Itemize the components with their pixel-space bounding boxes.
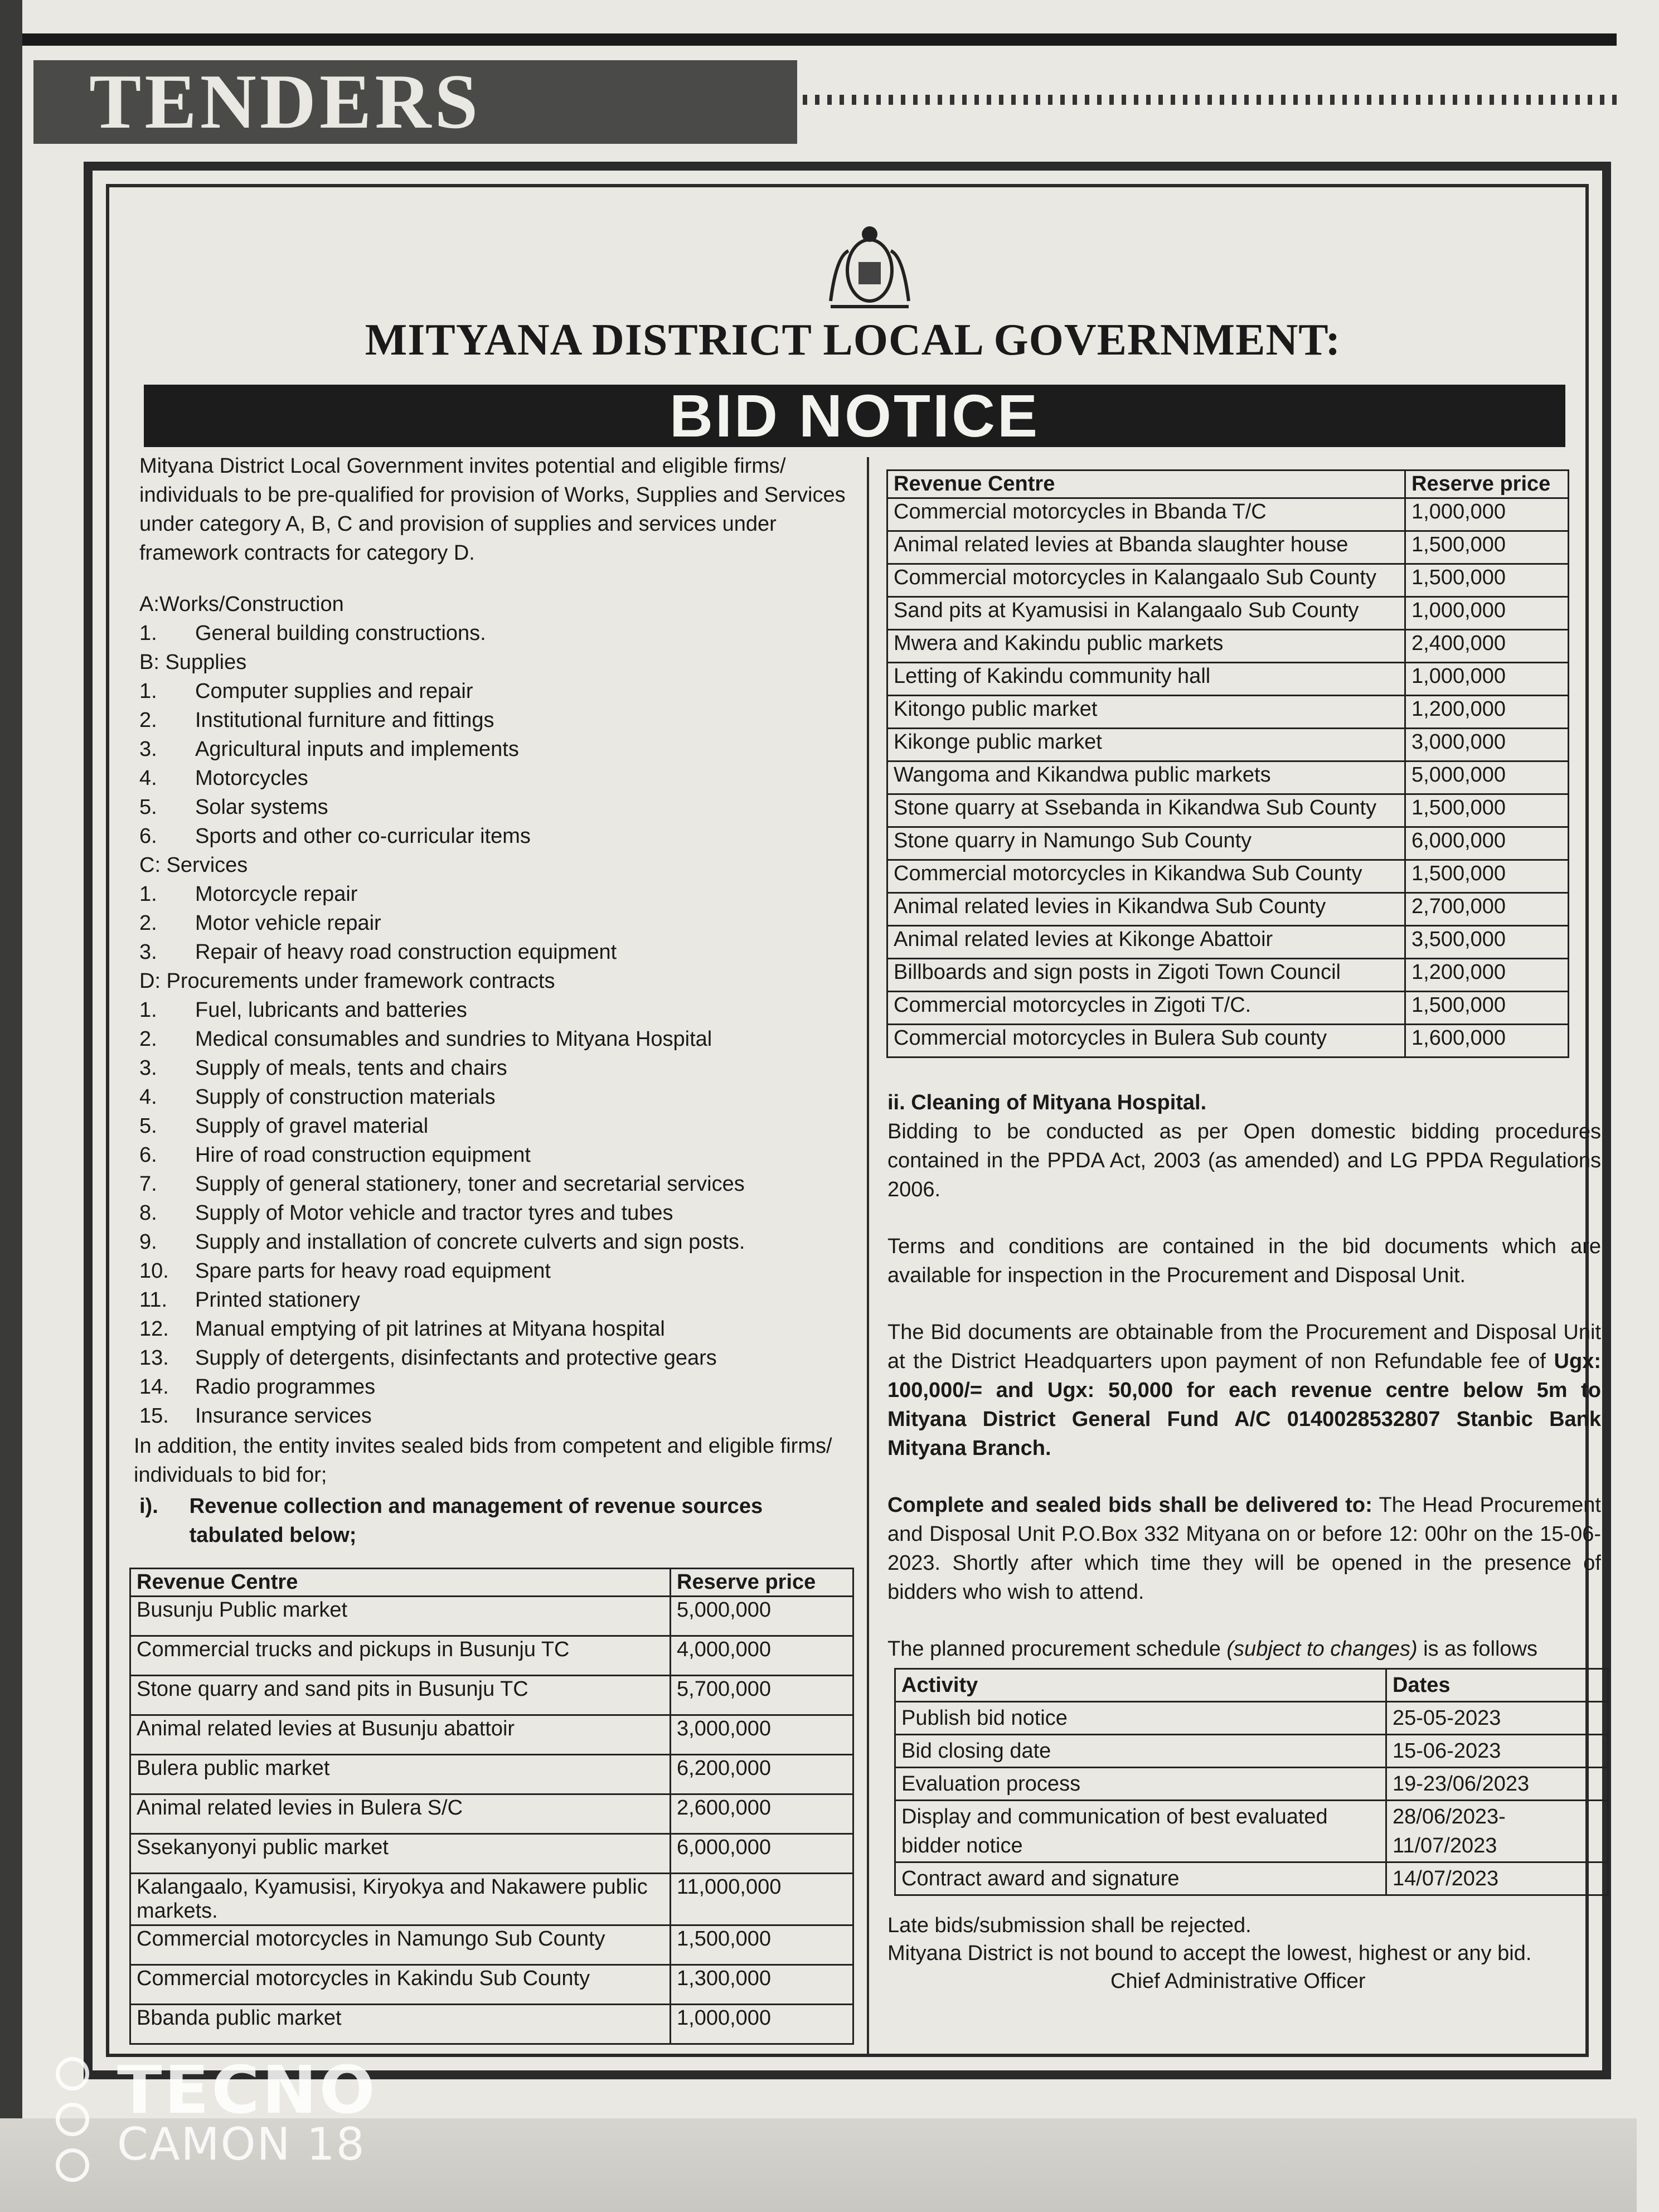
- table-row: [895, 1702, 1608, 1735]
- list-item: [134, 793, 858, 822]
- table-row: [887, 729, 1569, 761]
- activity-cell: Contract award and signature: [895, 1862, 1386, 1895]
- list-item: [134, 1054, 858, 1083]
- bid-notice-banner: BID NOTICE: [144, 385, 1565, 447]
- category-heading: A:Works/Construction: [139, 593, 344, 616]
- list-item-number: 2.: [139, 1027, 157, 1051]
- table-row: [130, 1597, 853, 1636]
- list-item-text: Institutional furniture and fittings: [195, 709, 494, 732]
- list-item-text: Radio programmes: [195, 1375, 376, 1399]
- reserve-price-cell: 1,500,000: [671, 1925, 853, 1965]
- activity-cell: Evaluation process: [895, 1768, 1386, 1801]
- table-row: [887, 959, 1569, 992]
- reserve-price-cell: 6,000,000: [671, 1834, 853, 1874]
- table-row: [130, 1925, 853, 1965]
- watermark-brand: TECNO: [117, 2051, 377, 2128]
- table-row: [895, 1768, 1608, 1801]
- table-row: [130, 2005, 853, 2044]
- table-header-row: [895, 1669, 1608, 1702]
- cleaning-heading: ii. Cleaning of Mityana Hospital.: [887, 1091, 1207, 1114]
- list-item: [134, 1343, 858, 1372]
- table-row: [887, 893, 1569, 926]
- schedule-intro: [887, 1634, 1601, 1663]
- column-divider: [867, 457, 869, 2057]
- table-row: [887, 564, 1569, 597]
- revenue-heading-text: Revenue collection and management of revenue sources tabulated below;: [189, 1495, 763, 1547]
- schedule-intro-start: The planned procurement schedule: [887, 1637, 1221, 1661]
- list-item-number: 6.: [139, 1143, 157, 1167]
- schedule-intro-end: is as follows: [1423, 1637, 1537, 1661]
- list-item-text: Medical consumables and sundries to Mityana Hospital: [195, 1027, 712, 1051]
- category-heading: C: Services: [139, 853, 248, 877]
- list-item-number: 13.: [139, 1346, 169, 1370]
- column-header-dates: Dates: [1386, 1669, 1608, 1702]
- documents-paragraph: [887, 1318, 1601, 1463]
- revenue-centre-cell: Sand pits at Kyamusisi in Kalangaalo Sub County: [887, 597, 1405, 630]
- list-item-number: 3.: [139, 940, 157, 964]
- delivery-text: The Head Procurement and Disposal Unit P.O.Box 332 Mityana on or before 12: 00hr on the 15-06-2023. Shortly after which time they will be opened in the presence of bidders who wish to attend.: [887, 1493, 1601, 1604]
- table-row: [887, 926, 1569, 959]
- table-row: [130, 1874, 853, 1925]
- revenue-centre-cell: Commercial motorcycles in Zigoti T/C.: [887, 992, 1405, 1025]
- delivery-lead: Complete and sealed bids shall be delivered to:: [887, 1493, 1372, 1517]
- list-item: [134, 822, 858, 851]
- list-item: [134, 1372, 858, 1401]
- terms-paragraph: Terms and conditions are contained in the bid documents which are available for inspection in the Procurement and Disposal Unit.: [887, 1235, 1601, 1287]
- revenue-centre-cell: Wangoma and Kikandwa public markets: [887, 761, 1405, 794]
- table-row: [130, 1755, 853, 1794]
- list-item-text: Computer supplies and repair: [195, 680, 473, 703]
- table-row: [887, 663, 1569, 696]
- revenue-centre-cell: Animal related levies at Kikonge Abattoir: [887, 926, 1405, 959]
- reserve-price-cell: 3,500,000: [1405, 926, 1569, 959]
- activity-cell: Display and communication of best evaluated bidder notice: [895, 1801, 1386, 1862]
- intro-paragraph: Mityana District Local Government invites potential and eligible firms/ individuals to be pre-qualified for provision of Works, Supplies and Services under category A, B, C and provision of supplies and services under framework contracts for category D.: [139, 454, 846, 565]
- revenue-heading-number: i).: [139, 1495, 158, 1518]
- list-item-text: Repair of heavy road construction equipment: [195, 940, 617, 964]
- list-item: [134, 1286, 858, 1314]
- list-item-number: 4.: [139, 767, 157, 790]
- reserve-price-cell: 1,600,000: [1405, 1025, 1569, 1058]
- revenue-centre-cell: Animal related levies at Bbanda slaughter house: [887, 531, 1405, 564]
- list-item-number: 1.: [139, 998, 157, 1022]
- reserve-price-cell: 11,000,000: [671, 1874, 853, 1925]
- reserve-price-cell: 1,000,000: [1405, 663, 1569, 696]
- reserve-price-cell: 4,000,000: [671, 1636, 853, 1676]
- list-item: [134, 677, 858, 706]
- list-item-text: Sports and other co-curricular items: [195, 824, 531, 848]
- reserve-price-cell: 6,000,000: [1405, 827, 1569, 860]
- watermark-model: CAMON 18: [117, 2118, 366, 2170]
- list-item: [134, 1199, 858, 1228]
- list-item-text: Fuel, lubricants and batteries: [195, 998, 467, 1022]
- list-item: [134, 938, 858, 967]
- closing-block: [887, 1912, 1601, 1995]
- list-item-number: 8.: [139, 1201, 157, 1225]
- list-item: [134, 1170, 858, 1199]
- reserve-price-cell: 1,500,000: [1405, 860, 1569, 893]
- revenue-heading: [134, 1492, 858, 1550]
- reserve-price-cell: 1,500,000: [1405, 992, 1569, 1025]
- late-bids-note: Late bids/submission shall be rejected.: [887, 1914, 1251, 1937]
- list-item-text: Manual emptying of pit latrines at Mityana hospital: [195, 1317, 665, 1341]
- reserve-price-cell: 1,500,000: [1405, 564, 1569, 597]
- table-row: [130, 1636, 853, 1676]
- reserve-price-cell: 3,000,000: [671, 1715, 853, 1755]
- list-item: [134, 735, 858, 764]
- list-item: [134, 996, 858, 1025]
- list-item-number: 6.: [139, 824, 157, 848]
- list-item: [134, 1025, 858, 1054]
- list-item: [134, 706, 858, 735]
- list-item-number: 10.: [139, 1259, 169, 1283]
- documents-text: The Bid documents are obtainable from the Procurement and Disposal Unit at the District Headquarters upon payment of non Refundable fee of: [887, 1321, 1601, 1373]
- list-item-text: Motor vehicle repair: [195, 911, 381, 935]
- addition-paragraph: In addition, the entity invites sealed bids from competent and eligible firms/ individuals to bid for;: [134, 1434, 832, 1487]
- reserve-price-cell: 2,700,000: [1405, 893, 1569, 926]
- table-row: [887, 827, 1569, 860]
- table-row: [887, 761, 1569, 794]
- list-item-number: 12.: [139, 1317, 169, 1341]
- table-row: [130, 1676, 853, 1715]
- date-cell: 15-06-2023: [1386, 1735, 1608, 1768]
- table-header-row: [887, 470, 1569, 498]
- reserve-price-cell: 1,000,000: [1405, 597, 1569, 630]
- list-item-number: 4.: [139, 1085, 157, 1109]
- revenue-centre-cell: Commercial motorcycles in Kakindu Sub County: [130, 1965, 671, 2005]
- list-item-text: Solar systems: [195, 795, 328, 819]
- column-header-price: Reserve price: [671, 1569, 853, 1597]
- table-row: [887, 696, 1569, 729]
- reserve-price-cell: 1,000,000: [671, 2005, 853, 2044]
- table-row: [887, 860, 1569, 893]
- list-item-text: Spare parts for heavy road equipment: [195, 1259, 551, 1283]
- list-item-number: 9.: [139, 1230, 157, 1254]
- table-row: [887, 531, 1569, 564]
- table-row: [895, 1735, 1608, 1768]
- list-item-text: Supply of general stationery, toner and secretarial services: [195, 1172, 745, 1196]
- table-row: [130, 1715, 853, 1755]
- category-list: [134, 590, 858, 1430]
- column-header-centre: Revenue Centre: [130, 1569, 671, 1597]
- documents-fee: Ugx: 100,000/= and Ugx: 50,000 for each revenue centre below 5m to Mityana District General Fund A/C 0140028532807 Stanbic Bank Mityana Branch.: [887, 1350, 1601, 1460]
- list-item-text: Insurance services: [195, 1404, 372, 1428]
- list-item-number: 1.: [139, 680, 157, 703]
- revenue-centre-cell: Commercial motorcycles in Bbanda T/C: [887, 498, 1405, 531]
- table-row: [130, 1794, 853, 1834]
- list-item-number: 2.: [139, 911, 157, 935]
- list-item-text: Supply and installation of concrete culverts and sign posts.: [195, 1230, 745, 1254]
- camera-lens-icon: [56, 2057, 89, 2194]
- activity-cell: Bid closing date: [895, 1735, 1386, 1768]
- schedule-table: [894, 1668, 1609, 1896]
- reserve-price-cell: 1,500,000: [1405, 531, 1569, 564]
- list-item: [134, 1141, 858, 1170]
- revenue-centre-cell: Kitongo public market: [887, 696, 1405, 729]
- column-header-price: Reserve price: [1405, 470, 1569, 498]
- list-item-text: Motorcycle repair: [195, 882, 358, 906]
- list-item: [134, 1083, 858, 1112]
- revenue-centre-cell: Animal related levies in Kikandwa Sub County: [887, 893, 1405, 926]
- reserve-price-cell: 1,200,000: [1405, 696, 1569, 729]
- list-item-text: General building constructions.: [195, 622, 486, 645]
- column-header-centre: Revenue Centre: [887, 470, 1405, 498]
- table-row: [887, 992, 1569, 1025]
- reserve-price-cell: 6,200,000: [671, 1755, 853, 1794]
- category-heading: B: Supplies: [139, 651, 247, 674]
- government-title: MITYANA DISTRICT LOCAL GOVERNMENT:: [365, 316, 1341, 365]
- date-cell: 14/07/2023: [1386, 1862, 1608, 1895]
- table-row: [895, 1862, 1608, 1895]
- list-item: [134, 880, 858, 909]
- cleaning-text: Bidding to be conducted as per Open domestic bidding procedures contained in the PPDA Act, 2003 (as amended) and LG PPDA Regulations 2006.: [887, 1120, 1601, 1201]
- list-item-number: 3.: [139, 1056, 157, 1080]
- signatory: Chief Administrative Officer: [1110, 1970, 1366, 1993]
- reserve-price-cell: 1,500,000: [1405, 794, 1569, 827]
- list-item-number: 5.: [139, 795, 157, 819]
- revenue-centre-cell: Commercial trucks and pickups in Busunju TC: [130, 1636, 671, 1676]
- reserve-price-cell: 2,600,000: [671, 1794, 853, 1834]
- list-item: [134, 1314, 858, 1343]
- revenue-centre-cell: Mwera and Kakindu public markets: [887, 630, 1405, 663]
- revenue-table-right: [886, 469, 1569, 1058]
- reserve-price-cell: 5,000,000: [1405, 761, 1569, 794]
- list-item-text: Supply of detergents, disinfectants and protective gears: [195, 1346, 717, 1370]
- list-item-number: 2.: [139, 709, 157, 732]
- revenue-centre-cell: Bbanda public market: [130, 2005, 671, 2044]
- list-item-number: 11.: [139, 1288, 168, 1312]
- list-item-text: Supply of construction materials: [195, 1085, 496, 1109]
- table-row: [887, 1025, 1569, 1058]
- revenue-centre-cell: Commercial motorcycles in Kikandwa Sub County: [887, 860, 1405, 893]
- table-row: [895, 1801, 1608, 1862]
- list-item-text: Supply of gravel material: [195, 1114, 429, 1138]
- list-item-number: 1.: [139, 882, 157, 906]
- revenue-centre-cell: Ssekanyonyi public market: [130, 1834, 671, 1874]
- table-row: [887, 597, 1569, 630]
- table-row: [887, 498, 1569, 531]
- table-row: [887, 630, 1569, 663]
- list-item-text: Printed stationery: [195, 1288, 360, 1312]
- revenue-centre-cell: Letting of Kakindu community hall: [887, 663, 1405, 696]
- delivery-paragraph: [887, 1491, 1601, 1607]
- list-item-number: 15.: [139, 1404, 169, 1428]
- list-item: [134, 909, 858, 938]
- list-item-number: 14.: [139, 1375, 169, 1399]
- revenue-centre-cell: Stone quarry and sand pits in Busunju TC: [130, 1676, 671, 1715]
- coat-of-arms-icon: [814, 217, 925, 318]
- list-item-number: 1.: [139, 622, 157, 645]
- date-cell: 25-05-2023: [1386, 1702, 1608, 1735]
- list-item-text: Supply of Motor vehicle and tractor tyres and tubes: [195, 1201, 673, 1225]
- reserve-note: Mityana District is not bound to accept the lowest, highest or any bid.: [887, 1942, 1532, 1965]
- date-cell: 19-23/06/2023: [1386, 1768, 1608, 1801]
- reserve-price-cell: 2,400,000: [1405, 630, 1569, 663]
- list-item-text: Motorcycles: [195, 767, 308, 790]
- right-column: [887, 1088, 1601, 1995]
- date-cell: 28/06/2023-11/07/2023: [1386, 1801, 1608, 1862]
- schedule-intro-italic: (subject to changes): [1226, 1637, 1418, 1661]
- table-row: [130, 1834, 853, 1874]
- left-column: [134, 452, 858, 1550]
- revenue-centre-cell: Commercial motorcycles in Bulera Sub county: [887, 1025, 1405, 1058]
- revenue-centre-cell: Stone quarry in Namungo Sub County: [887, 827, 1405, 860]
- activity-cell: Publish bid notice: [895, 1702, 1386, 1735]
- list-item: [134, 1112, 858, 1141]
- revenue-centre-cell: Animal related levies at Busunju abattoir: [130, 1715, 671, 1755]
- list-item-text: Hire of road construction equipment: [195, 1143, 531, 1167]
- table-header-row: [130, 1569, 853, 1597]
- reserve-price-cell: 1,200,000: [1405, 959, 1569, 992]
- top-rule: [22, 33, 1617, 46]
- revenue-centre-cell: Stone quarry at Ssebanda in Kikandwa Sub County: [887, 794, 1405, 827]
- revenue-centre-cell: Animal related levies in Bulera S/C: [130, 1794, 671, 1834]
- reserve-price-cell: 3,000,000: [1405, 729, 1569, 761]
- revenue-centre-cell: Billboards and sign posts in Zigoti Town Council: [887, 959, 1405, 992]
- list-item: [134, 764, 858, 793]
- revenue-centre-cell: Commercial motorcycles in Namungo Sub County: [130, 1925, 671, 1965]
- reserve-price-cell: 1,300,000: [671, 1965, 853, 2005]
- reserve-price-cell: 5,700,000: [671, 1676, 853, 1715]
- table-row: [887, 794, 1569, 827]
- list-item-number: 3.: [139, 738, 157, 761]
- list-item: [134, 1257, 858, 1286]
- revenue-centre-cell: Bulera public market: [130, 1755, 671, 1794]
- section-banner: TENDERS: [33, 60, 797, 144]
- list-item-number: 5.: [139, 1114, 157, 1138]
- revenue-centre-cell: Kikonge public market: [887, 729, 1405, 761]
- list-item: [134, 1228, 858, 1257]
- list-item-text: Agricultural inputs and implements: [195, 738, 519, 761]
- column-header-activity: Activity: [895, 1669, 1386, 1702]
- revenue-table-left: [129, 1568, 854, 2045]
- revenue-centre-cell: Busunju Public market: [130, 1597, 671, 1636]
- list-item-text: Supply of meals, tents and chairs: [195, 1056, 507, 1080]
- category-heading: D: Procurements under framework contracts: [139, 969, 555, 993]
- reserve-price-cell: 5,000,000: [671, 1597, 853, 1636]
- revenue-centre-cell: Kalangaalo, Kyamusisi, Kiryokya and Nakawere public markets.: [130, 1874, 671, 1925]
- table-row: [130, 1965, 853, 2005]
- reserve-price-cell: 1,000,000: [1405, 498, 1569, 531]
- list-item: [134, 619, 858, 648]
- list-item-number: 7.: [139, 1172, 157, 1196]
- revenue-centre-cell: Commercial motorcycles in Kalangaalo Sub County: [887, 564, 1405, 597]
- hatch-rule: [803, 95, 1617, 105]
- list-item: [134, 1401, 858, 1430]
